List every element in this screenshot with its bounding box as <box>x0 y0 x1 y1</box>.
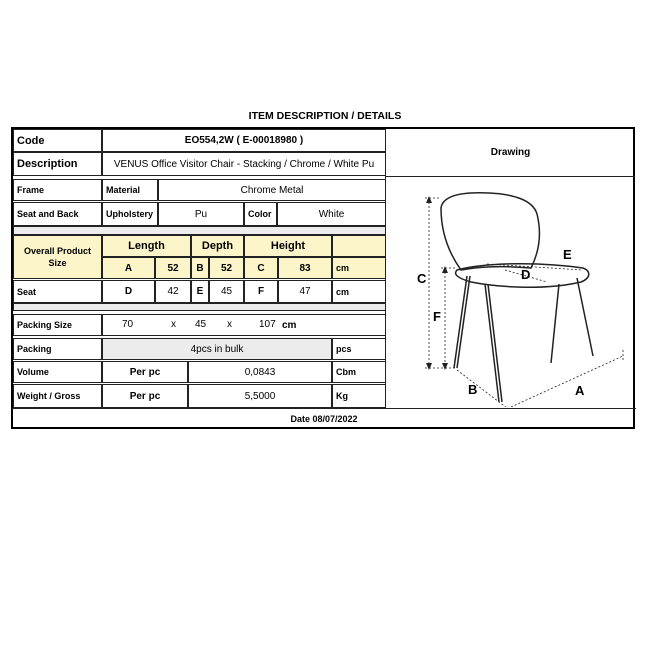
drawing-divider <box>386 176 635 177</box>
material-label: Material <box>102 179 158 201</box>
color-value: White <box>277 202 386 226</box>
page-title: ITEM DESCRIPTION / DETAILS <box>248 110 402 122</box>
diagram-label-f: F <box>433 309 441 324</box>
volume-per: Per pc <box>102 361 188 383</box>
diagram-label-c: C <box>417 271 427 286</box>
weight-value: 5,5000 <box>188 384 332 408</box>
upholstery-value: Pu <box>158 202 244 226</box>
seat-label: Seat <box>13 280 102 303</box>
d-value: 42 <box>155 280 191 303</box>
diagram-label-e: E <box>563 247 572 262</box>
b-letter: B <box>191 257 209 279</box>
diagram-label-a: A <box>575 383 585 398</box>
chair-leg-back-left-inner <box>457 276 470 368</box>
chair-leg-front-left-inner <box>488 284 502 402</box>
diagram-label-d: D <box>521 267 531 282</box>
packing-size-unit: cm <box>282 320 297 331</box>
color-label: Color <box>244 202 277 226</box>
code-label: Code <box>13 129 102 152</box>
spacer <box>13 303 386 311</box>
chair-leg-front-right <box>551 284 559 363</box>
a-value: 52 <box>155 257 191 279</box>
upholstery-label: Upholstery <box>102 202 158 226</box>
length-header: Length <box>102 235 191 257</box>
chair-leg-back-left <box>454 276 467 368</box>
packing-label: Packing <box>13 338 102 360</box>
weight-label: Weight / Gross <box>13 384 102 408</box>
c-value: 83 <box>278 257 332 279</box>
frame-label: Frame <box>13 179 102 201</box>
d-letter: D <box>102 280 155 303</box>
a-letter: A <box>102 257 155 279</box>
packing-size-length: 70 <box>122 319 134 330</box>
overall-size-label: Overall Product Size <box>13 235 102 279</box>
description-value: VENUS Office Visitor Chair - Stacking / Chrome / White Pu <box>102 152 386 176</box>
b-value: 52 <box>209 257 244 279</box>
e-value: 45 <box>209 280 244 303</box>
volume-unit: Cbm <box>332 361 386 383</box>
height-header: Height <box>244 235 332 257</box>
unit-header-blank <box>332 235 386 257</box>
c-letter: C <box>244 257 278 279</box>
packing-size-x1: x <box>171 319 176 330</box>
drawing-column-divider <box>385 129 386 408</box>
depth-header: Depth <box>191 235 244 257</box>
chair-leg-back-right <box>577 278 593 356</box>
drawing-label: Drawing <box>490 147 531 158</box>
chair-drawing <box>387 178 634 407</box>
volume-value: 0,0843 <box>188 361 332 383</box>
date: Date 08/07/2022 <box>12 408 636 429</box>
material-value: Chrome Metal <box>158 179 386 201</box>
packing-size-value <box>102 314 386 336</box>
seat-back-label: Seat and Back <box>13 202 102 226</box>
f-value: 47 <box>278 280 332 303</box>
packing-size-label: Packing Size <box>13 314 102 336</box>
f-letter: F <box>244 280 278 303</box>
packing-unit: pcs <box>332 338 386 360</box>
packing-value: 4pcs in bulk <box>102 338 332 360</box>
seat-unit: cm <box>332 280 386 303</box>
spec-sheet <box>11 127 635 429</box>
description-label: Description <box>13 152 102 176</box>
weight-unit: Kg <box>332 384 386 408</box>
packing-size-height: 107 <box>259 319 276 330</box>
spacer <box>13 226 386 235</box>
weight-per: Per pc <box>102 384 188 408</box>
overall-unit: cm <box>332 257 386 279</box>
diagram-label-b: B <box>468 382 478 397</box>
code-value: EO554,2W ( E-00018980 ) <box>102 129 386 152</box>
e-letter: E <box>191 280 209 303</box>
packing-size-width: 45 <box>195 319 207 330</box>
chair-leg-front-left <box>485 284 499 402</box>
volume-label: Volume <box>13 361 102 383</box>
packing-size-x2: x <box>227 319 232 330</box>
chair-backrest <box>441 193 539 270</box>
